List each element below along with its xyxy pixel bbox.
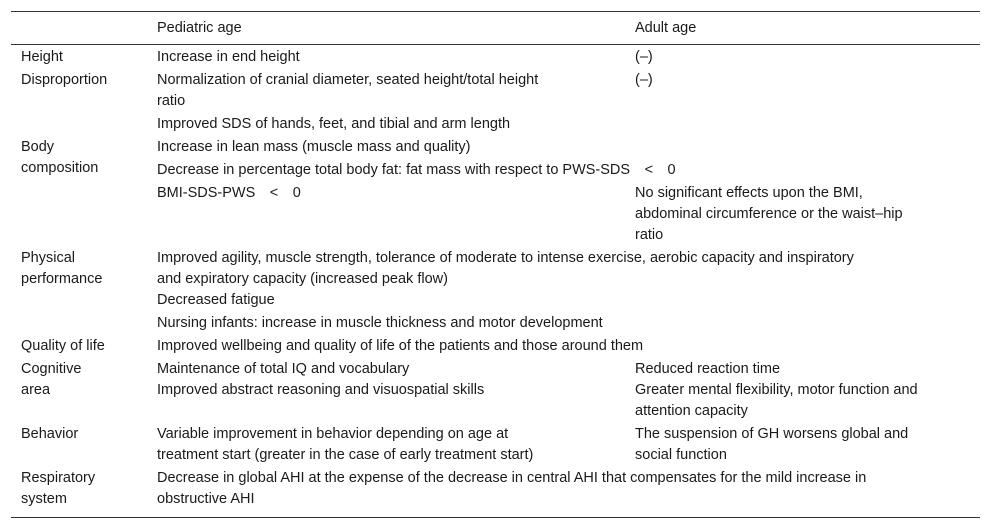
row-label-respiratory-a: Respiratory bbox=[21, 470, 96, 486]
cell-height-pediatric: Increase in end height bbox=[157, 49, 300, 65]
cell-behavior-pediatric-a: Variable improvement in behavior depending on age at bbox=[157, 426, 509, 442]
cell-cognitive-adult-2b: attention capacity bbox=[635, 403, 748, 419]
row-label-body-b: composition bbox=[21, 160, 99, 176]
cell-behavior-adult-a: The suspension of GH worsens global and bbox=[635, 426, 909, 442]
row-label-cognitive-a: Cognitive bbox=[21, 361, 82, 377]
cell-respiratory-pediatric-b: obstructive AHI bbox=[157, 491, 255, 507]
row-label-disproportion: Disproportion bbox=[21, 72, 108, 88]
cell-body-adult-a: No significant effects upon the BMI, bbox=[635, 185, 863, 201]
cell-physical-pediatric-1a: Improved agility, muscle strength, tolerance of moderate to intense exercise, aerobic capacity and inspiratory bbox=[157, 250, 854, 266]
row-label-physical-b: performance bbox=[21, 271, 103, 287]
cell-body-pediatric-3: BMI-SDS-PWS < 0 bbox=[157, 185, 301, 201]
cell-body-pediatric-2: Decrease in percentage total body fat: fat mass with respect to PWS-SDS < 0 bbox=[157, 162, 676, 178]
cell-disproportion-pediatric-2: Improved SDS of hands, feet, and tibial and arm length bbox=[157, 116, 511, 132]
row-label-respiratory-b: system bbox=[21, 491, 67, 507]
cell-body-adult-c: ratio bbox=[635, 227, 664, 243]
cell-cognitive-pediatric-2: Improved abstract reasoning and visuospatial skills bbox=[157, 382, 485, 398]
row-label-physical-a: Physical bbox=[21, 250, 75, 266]
cell-disproportion-adult: (–) bbox=[635, 72, 653, 88]
cell-physical-pediatric-2: Decreased fatigue bbox=[157, 292, 275, 308]
cell-quality-pediatric: Improved wellbeing and quality of life of the patients and those around them bbox=[157, 338, 644, 354]
cell-physical-pediatric-1b: and expiratory capacity (increased peak flow) bbox=[157, 271, 448, 287]
row-label-height: Height bbox=[21, 49, 63, 65]
effects-table bbox=[11, 11, 980, 518]
cell-disproportion-pediatric-1b: ratio bbox=[157, 93, 186, 109]
header-divider bbox=[11, 44, 980, 45]
cell-behavior-pediatric-b: treatment start (greater in the case of early treatment start) bbox=[157, 447, 534, 463]
cell-cognitive-adult-2a: Greater mental flexibility, motor function and bbox=[635, 382, 918, 398]
row-label-behavior: Behavior bbox=[21, 426, 79, 442]
row-label-cognitive-b: area bbox=[21, 382, 51, 398]
cell-cognitive-adult-1: Reduced reaction time bbox=[635, 361, 781, 377]
cell-physical-pediatric-3: Nursing infants: increase in muscle thickness and motor development bbox=[157, 315, 603, 331]
row-label-body-a: Body bbox=[21, 139, 55, 155]
cell-body-adult-b: abdominal circumference or the waist–hip bbox=[635, 206, 903, 222]
cell-disproportion-pediatric-1a: Normalization of cranial diameter, seated height/total height bbox=[157, 72, 539, 88]
header-adult-age: Adult age bbox=[635, 20, 697, 36]
cell-height-adult: (–) bbox=[635, 49, 653, 65]
cell-respiratory-pediatric-a: Decrease in global AHI at the expense of the decrease in central AHI that compensates for the mild increase in bbox=[157, 470, 867, 486]
header-pediatric-age: Pediatric age bbox=[157, 20, 242, 36]
row-label-quality: Quality of life bbox=[21, 338, 105, 354]
cell-cognitive-pediatric-1: Maintenance of total IQ and vocabulary bbox=[157, 361, 410, 377]
cell-behavior-adult-b: social function bbox=[635, 447, 727, 463]
cell-body-pediatric-1: Increase in lean mass (muscle mass and quality) bbox=[157, 139, 471, 155]
